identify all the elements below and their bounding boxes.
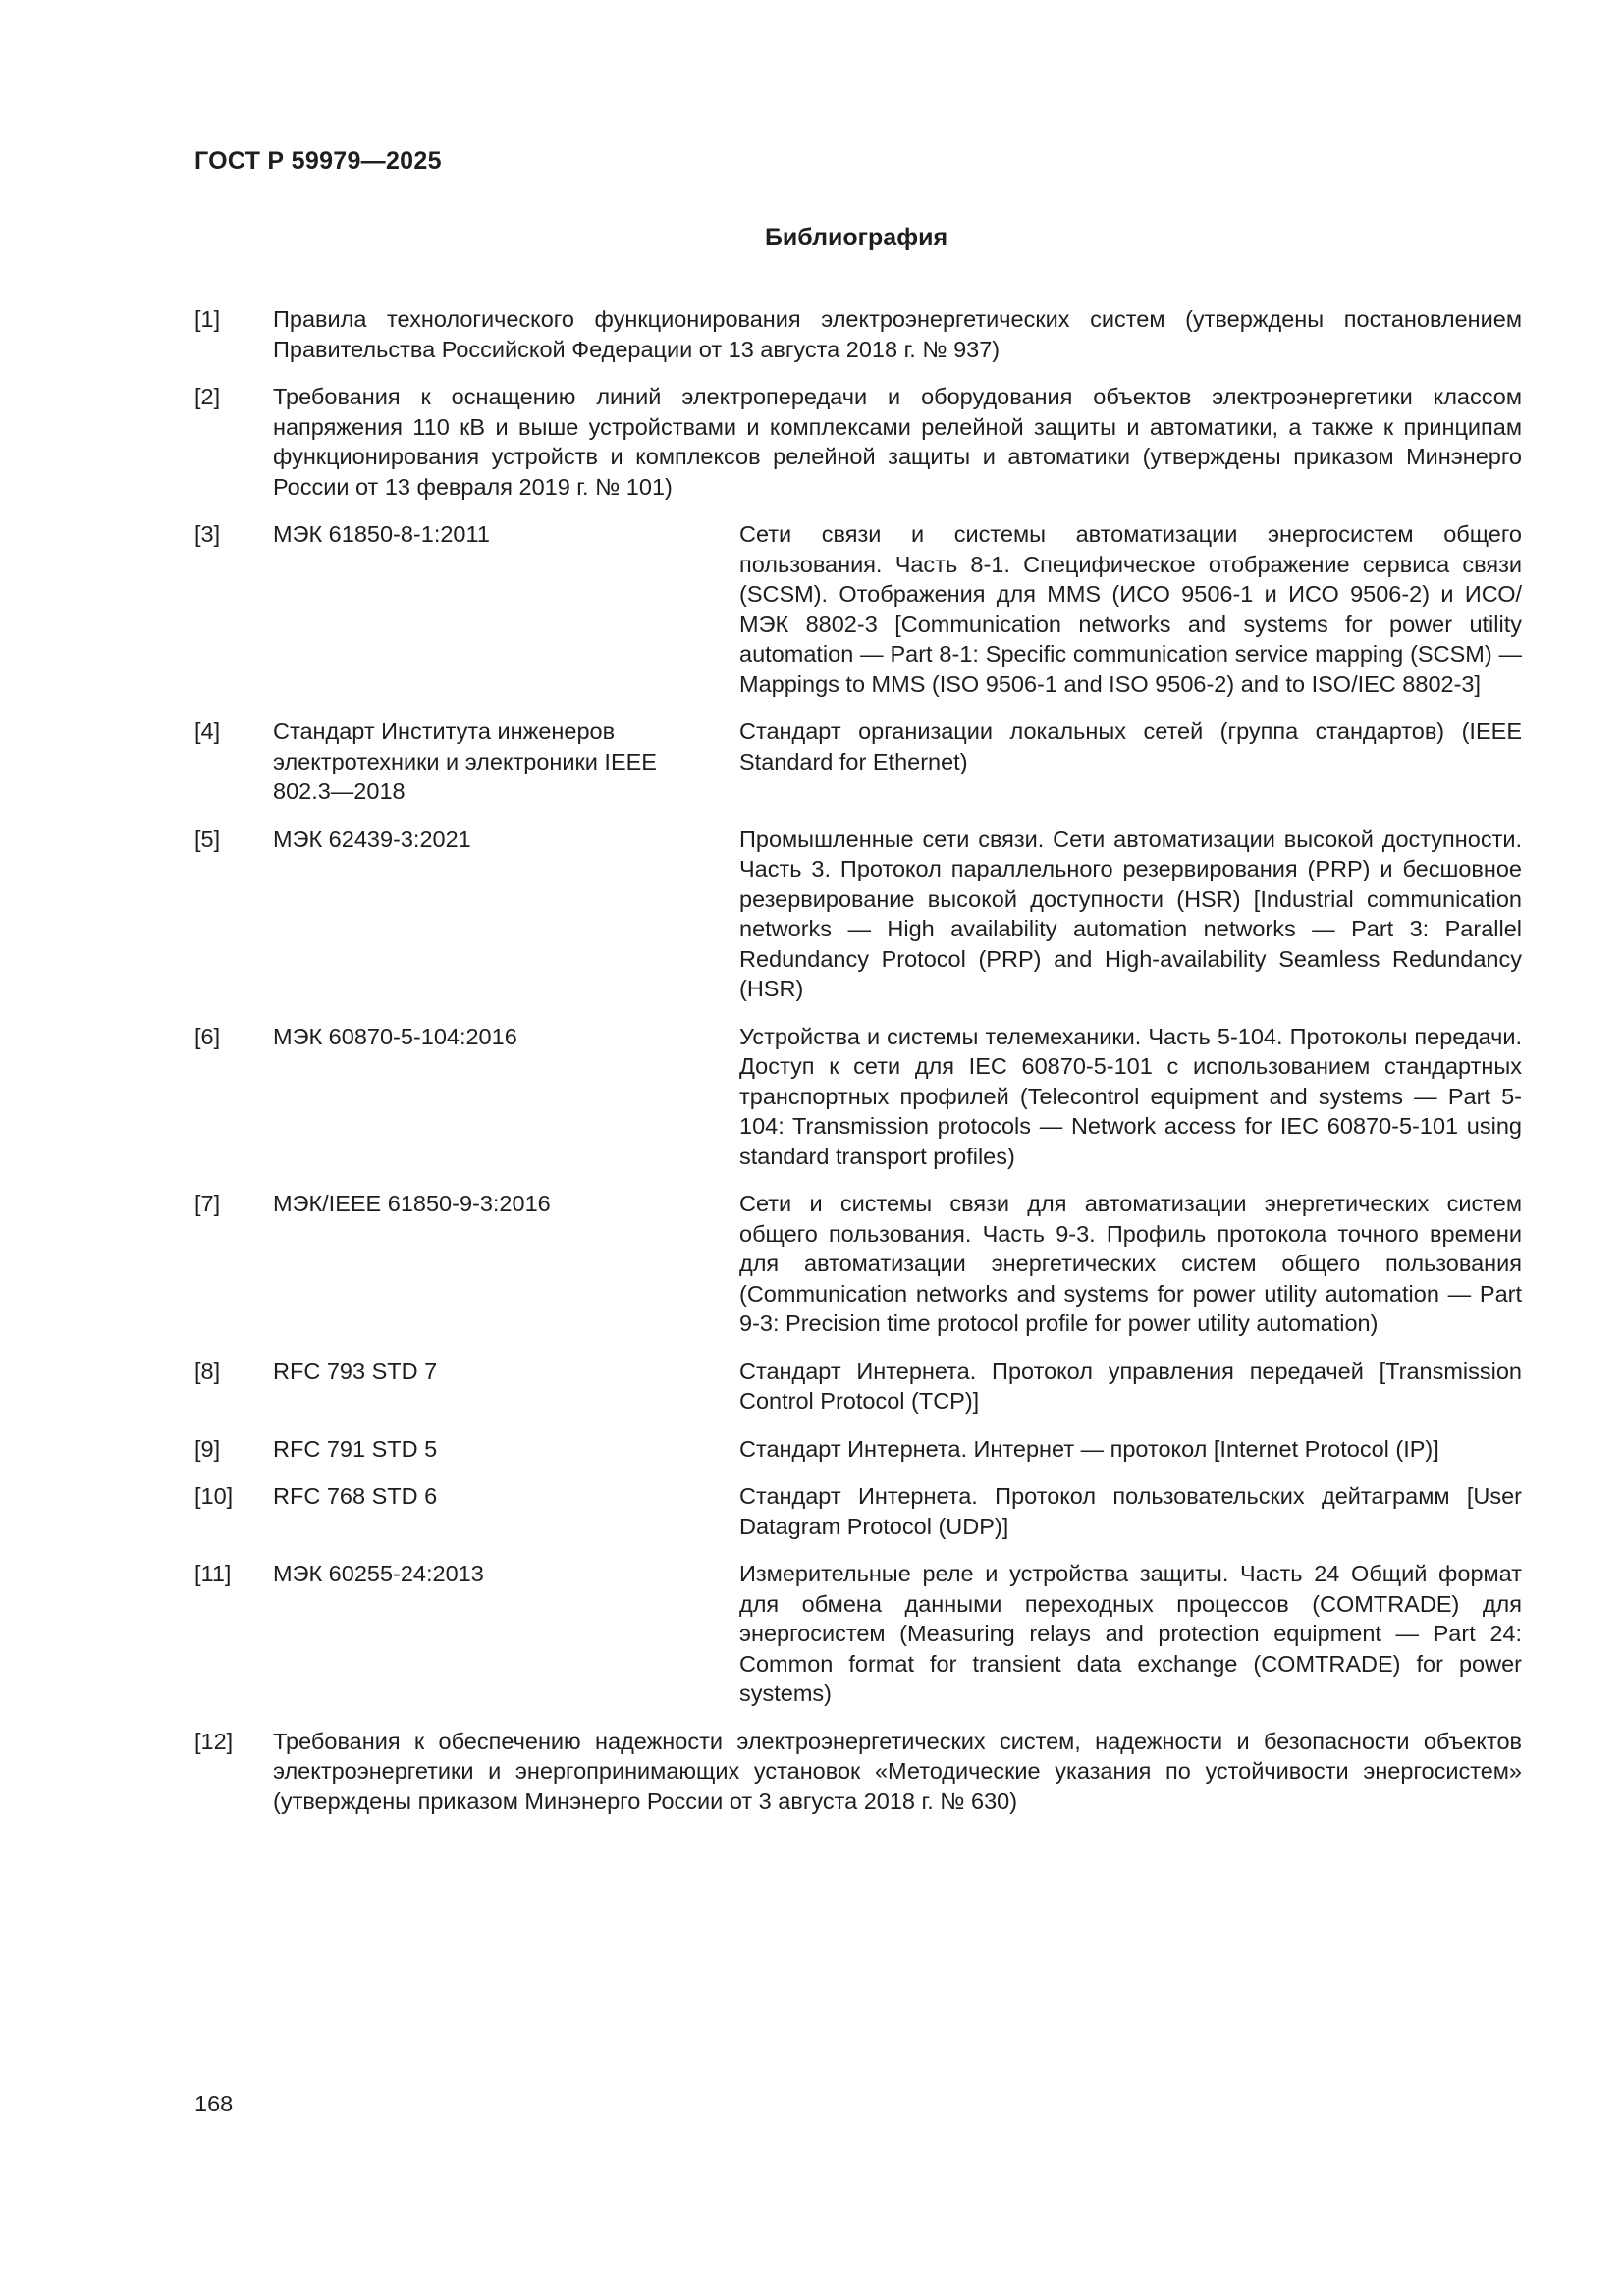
bibliography-entry — [194, 1481, 1522, 1541]
bibliography-entry — [194, 1434, 1522, 1465]
bibliography-entry — [194, 1559, 1522, 1709]
entry-number: [10] — [194, 1483, 234, 1509]
entry-designation: RFC 768 STD 6 — [273, 1483, 438, 1509]
entry-description: Стандарт Интернета. Интернет — протокол [Internet Protocol (IP)] — [739, 1435, 1439, 1462]
bibliography-entry — [194, 1189, 1522, 1339]
page-number: 168 — [194, 2091, 234, 2116]
entry-description: Измерительные реле и устройства защиты. Часть 24 Общий формат для обмена данными переходных процессов (COMTRADE) для энергосистем (Measuring relays and protection equipment — Part 24: Common format for transient data exchange (COMTRADE) for power systems) — [739, 1561, 1522, 1706]
entry-number: [12] — [194, 1728, 234, 1754]
entry-number: [11] — [194, 1561, 232, 1586]
bibliography-entry — [194, 519, 1522, 699]
entry-designation: МЭК 62439-3:2021 — [273, 826, 471, 852]
entry-description: Сети связи и системы автоматизации энергосистем общего пользования. Часть 8-1. Специфическое отображение сервиса связи (SCSM). Отображения для MMS (ИСО 9506-1 и ИСО 9506-2) и ИСО/МЭК 8802-3 [Communication networks and systems for power utility automation — Part 8-1: Specific communication service mapping (SCSM) — Mappings to MMS (ISO 9506-1 and ISO 9506-2) and to ISO/IEC 8802-3] — [739, 521, 1522, 697]
entry-number: [2] — [194, 384, 221, 409]
entry-designation: RFC 793 STD 7 — [273, 1358, 438, 1384]
bibliography-list — [194, 304, 1522, 1834]
entry-number: [5] — [194, 826, 221, 852]
entry-number: [6] — [194, 1023, 221, 1049]
entry-designation: МЭК 60870-5-104:2016 — [273, 1023, 517, 1049]
bibliography-entry — [194, 825, 1522, 1004]
entry-number: [8] — [194, 1358, 221, 1384]
entry-designation: МЭК/IEEE 61850-9-3:2016 — [273, 1191, 551, 1216]
bibliography-entry — [194, 382, 1522, 502]
entry-designation: Стандарт Института инженеров электротехники и электроники IEEE 802.3—2018 — [273, 719, 657, 804]
entry-designation: МЭК 60255-24:2013 — [273, 1561, 484, 1586]
entry-designation: RFC 791 STD 5 — [273, 1435, 438, 1462]
entry-description: Сети и системы связи для автоматизации энергетических систем общего пользования. Часть 9-3. Профиль протокола точного времени для автоматизации энергетических систем общего пользования (Communication networks and systems for power utility automation — Part 9-3: Precision time protocol profile for power utility automation) — [739, 1191, 1522, 1336]
entry-number: [7] — [194, 1191, 221, 1216]
entry-description: Устройства и системы телемеханики. Часть 5-104. Протоколы передачи. Доступ к сети для IEC 60870-5-101 с использованием стандартных транспортных профилей (Telecontrol equipment and systems — Part 5-104: Transmission protocols — Network access for IEC 60870-5-101 using standard transport profiles) — [739, 1023, 1522, 1169]
bibliography-entry — [194, 717, 1522, 807]
entry-number: [9] — [194, 1435, 221, 1462]
entry-text: Требования к оснащению линий электропередачи и оборудования объектов электроэнергетики классом напряжения 110 кВ и выше устройствами и комплексами релейной защиты и автоматики, а также к принципам функционирования устройств и комплексов релейной защиты и автоматики (утверждены приказом Минэнерго России от 13 февраля 2019 г. № 101) — [273, 384, 1522, 500]
bibliography-entry — [194, 1022, 1522, 1172]
entry-description: Промышленные сети связи. Сети автоматизации высокой доступности. Часть 3. Протокол параллельного резервирования (PRP) и бесшовное резервирование высокой доступности (HSR) [Industrial communication networks — High availability automation networks — Part 3: Parallel Redundancy Protocol (PRP) and High-availability Seamless Redundancy (HSR) — [739, 826, 1522, 1001]
entry-number: [3] — [194, 521, 221, 547]
entry-text: Правила технологического функционирования электроэнергетических систем (утверждены постановлением Правительства Российской Федерации от 13 августа 2018 г. № 937) — [273, 306, 1522, 362]
entry-description: Стандарт организации локальных сетей (группа стандартов) (IEEE Standard for Ethernet) — [739, 719, 1522, 774]
document-code: ГОСТ Р 59979—2025 — [194, 147, 442, 175]
bibliography-entry — [194, 1727, 1522, 1817]
entry-number: [1] — [194, 306, 221, 332]
bibliography-entry — [194, 304, 1522, 364]
entry-description: Стандарт Интернета. Протокол пользовательских дейтаграмм [User Datagram Protocol (UDP)] — [739, 1483, 1522, 1539]
entry-description: Стандарт Интернета. Протокол управления передачей [Transmission Control Protocol (TCP)] — [739, 1358, 1522, 1414]
entry-text: Требования к обеспечению надежности электроэнергетических систем, надежности и безопасности объектов электроэнергетики и энергопринимающих установок «Методические указания по устойчивости энергосистем» (утверждены приказом Минэнерго России от 3 августа 2018 г. № 630) — [273, 1728, 1522, 1814]
entry-number: [4] — [194, 719, 221, 744]
section-title: Библиография — [764, 224, 948, 251]
bibliography-entry — [194, 1357, 1522, 1416]
entry-designation: МЭК 61850-8-1:2011 — [273, 521, 490, 547]
